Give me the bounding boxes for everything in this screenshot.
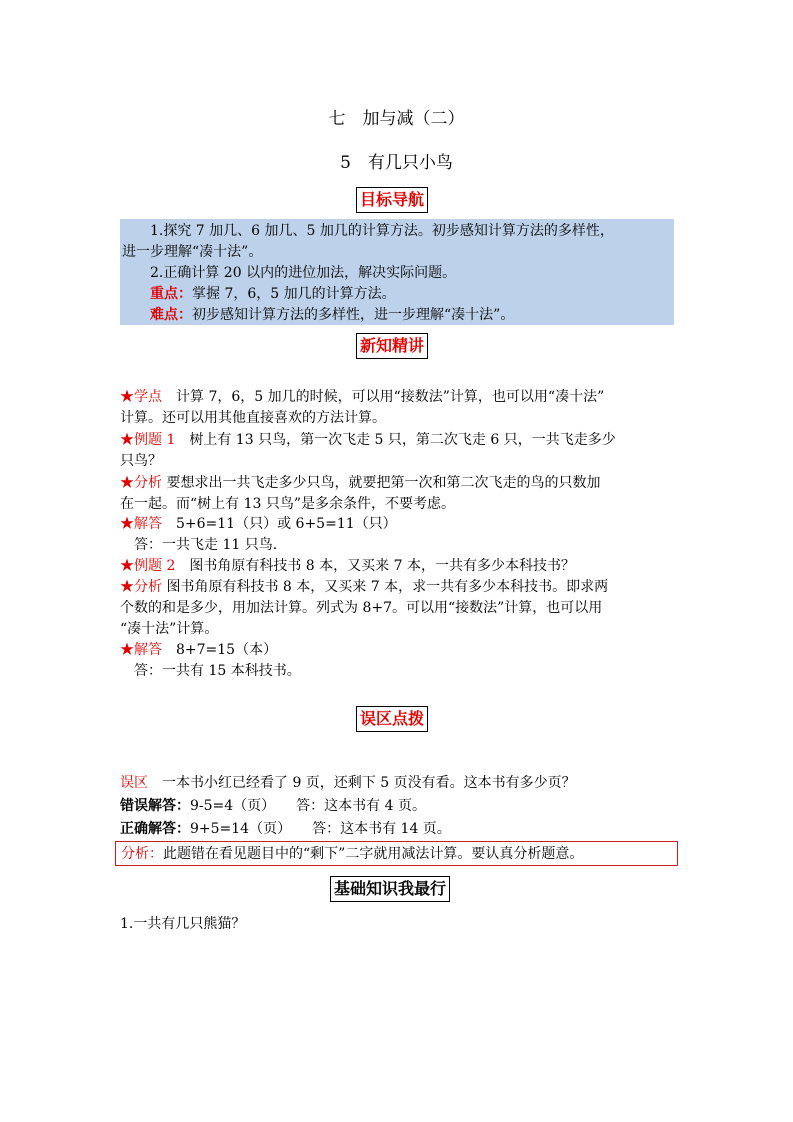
- study-point-line-1: ★学点 计算 7，6，5 加几的时候，可以用“接数法”计算，也可以用“凑十法”: [120, 389, 605, 405]
- difficult-point-text: 初步感知计算方法的多样性，进一步理解“凑十法”。: [192, 307, 515, 323]
- mistake-analysis-box: [115, 841, 678, 866]
- star-icon: ★: [120, 516, 134, 532]
- solution-1-label: 解答: [134, 516, 162, 532]
- solution-1: ★解答 5+6=11（只）或 6+5=11（只）: [120, 516, 397, 532]
- solution-2: ★解答 8+7=15（本）: [120, 642, 278, 658]
- mistake-analysis-label: 分析：: [121, 846, 163, 862]
- analysis-2-line-3: “凑十法”计算。: [120, 621, 219, 637]
- star-icon: ★: [120, 475, 134, 491]
- difficult-point-label: 难点：: [150, 307, 192, 323]
- analysis-1-line-2: 在一起。而“树上有 13 只鸟”是多余条件，不要考虑。: [120, 496, 456, 512]
- key-point-label: 重点：: [150, 286, 192, 302]
- mistake-label: 误区: [120, 775, 148, 791]
- correct-answer: 正确解答：9+5=14（页） 答：这本书有 14 页。: [120, 821, 451, 837]
- exercise-question-1: 1.一共有几只熊猫？: [120, 916, 246, 932]
- analysis-1-line-1: ★分析 要想求出一共飞走多少只鸟，就要把第一次和第二次飞走的鸟的只数加: [120, 475, 601, 491]
- wrong-answer: 错误解答：9-5=4（页） 答：这本书有 4 页。: [120, 798, 426, 814]
- example-2-label: 例题 2: [134, 558, 176, 574]
- study-point-line-2: 计算。还可以用其他直接喜欢的方法计算。: [120, 410, 386, 426]
- unit-title: 七 加与减（二）: [328, 109, 465, 129]
- solution-2-label: 解答: [134, 642, 162, 658]
- study-point-label: 学点: [134, 389, 162, 405]
- mistake-question: 误区 一本书小红已经看了 9 页，还剩下 5 页没有看。这本书有多少页？: [120, 775, 576, 791]
- example-1-label: 例题 1: [134, 432, 176, 448]
- answer-2: 答：一共有 15 本科技书。: [120, 663, 301, 679]
- basics-heading: 基础知识我最行: [330, 876, 450, 902]
- key-point: [150, 283, 396, 305]
- example-1-line-2: 只鸟？: [120, 453, 162, 469]
- answer-1: 答：一共飞走 11 只鸟.: [120, 537, 278, 553]
- star-icon: ★: [120, 579, 134, 595]
- star-icon: ★: [120, 389, 134, 405]
- lesson-title: 5 有几只小鸟: [340, 153, 453, 173]
- analysis-2-line-2: 个数的和是多少，用加法计算。列式为 8+7。可以用“接数法”计算，也可以用: [120, 600, 603, 616]
- example-1-line-1: ★例题 1 树上有 13 只鸟，第一次飞走 5 只，第二次飞走 6 只，一共飞走多少: [120, 432, 616, 448]
- new-knowledge-heading: 新知精讲: [356, 333, 428, 359]
- analysis-2-label: 分析: [134, 579, 162, 595]
- star-icon: ★: [120, 558, 134, 574]
- analysis-2-line-1: ★分析 图书角原有科技书 8 本，又买来 7 本，求一共有多少本科技书。即求两: [120, 579, 609, 595]
- goal-1-line-b: 进一步理解“凑十法”。: [122, 244, 263, 260]
- star-icon: ★: [120, 642, 134, 658]
- mistake-analysis-text: 此题错在看见题目中的“剩下”二字就用减法计算。要认真分析题意。: [163, 846, 584, 862]
- goal-1-line-a: 1.探究 7 加几、6 加几、5 加几的计算方法。初步感知计算方法的多样性，: [150, 223, 614, 239]
- goal-2: 2.正确计算 20 以内的进位加法，解决实际问题。: [150, 265, 457, 281]
- goals-heading: 目标导航: [356, 187, 428, 213]
- key-point-text: 掌握 7，6，5 加几的计算方法。: [192, 286, 396, 302]
- mistakes-heading: 误区点拨: [356, 706, 428, 732]
- star-icon: ★: [120, 432, 134, 448]
- analysis-1-label: 分析: [134, 475, 162, 491]
- goals-panel: [120, 219, 674, 325]
- difficult-point: [150, 304, 514, 326]
- wrong-answer-label: 错误解答：: [120, 798, 190, 814]
- correct-answer-label: 正确解答：: [120, 821, 190, 837]
- example-2: ★例题 2 图书角原有科技书 8 本，又买来 7 本，一共有多少本科技书？: [120, 558, 575, 574]
